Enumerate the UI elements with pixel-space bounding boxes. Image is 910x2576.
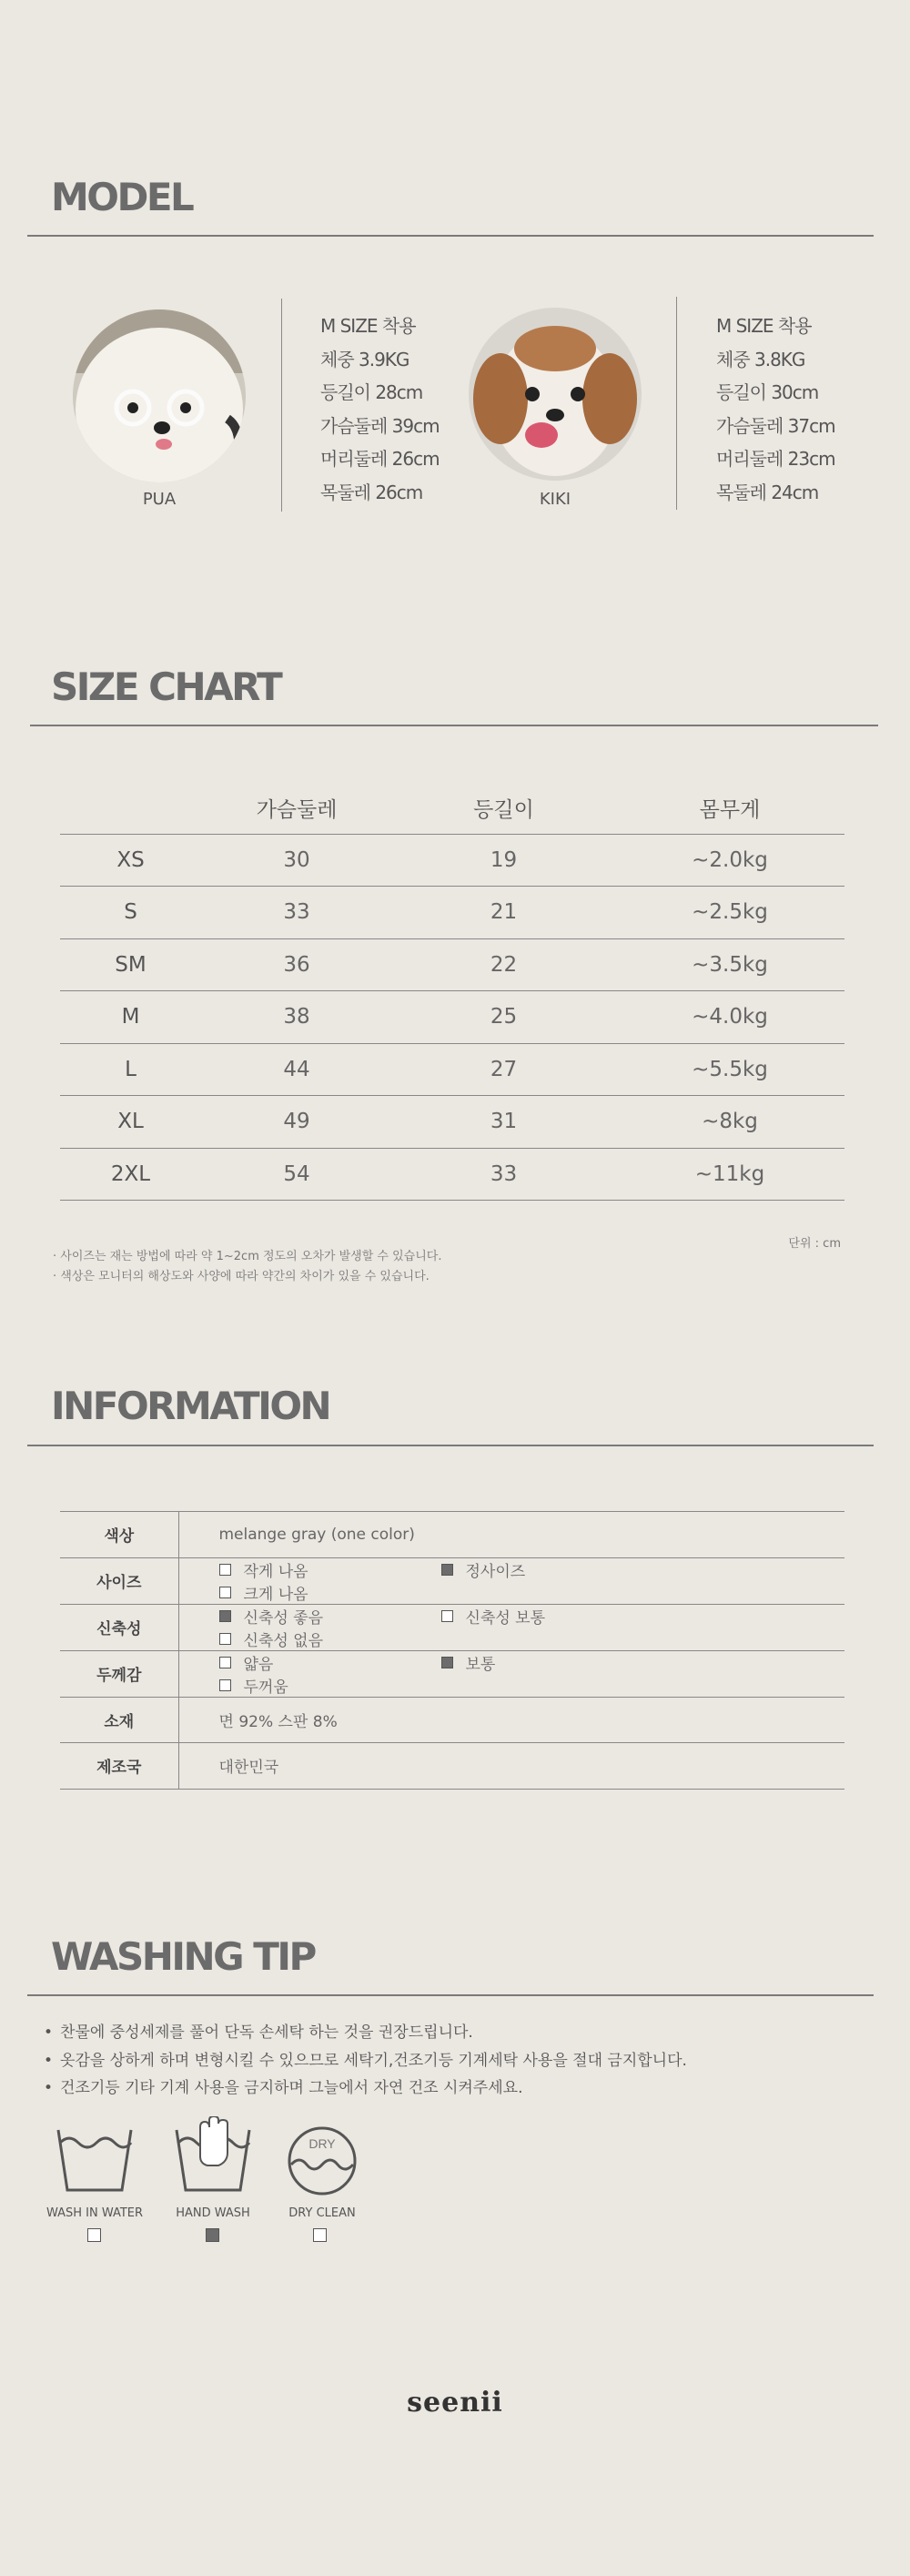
model-divider	[27, 235, 874, 237]
option-medium	[401, 1651, 626, 1674]
checkbox-checked	[219, 1610, 231, 1622]
model-photo-pua	[73, 309, 246, 482]
option-stretch-good	[179, 1605, 401, 1628]
table-cell: ~2.5kg	[615, 887, 844, 939]
option-label: 보통	[465, 1655, 496, 1674]
info-row	[60, 1512, 844, 1558]
header-cell: 등길이	[392, 783, 615, 834]
option-stretch-none	[179, 1628, 401, 1650]
header-cell: 몸무게	[615, 783, 844, 834]
model-name-kiki: KIKI	[539, 490, 571, 509]
table-cell: 49	[201, 1096, 392, 1149]
size-label: L	[60, 1043, 201, 1096]
size-note: · 색상은 모니터의 해상도와 사양에 따라 약간의 차이가 있을 수 있습니다.	[53, 1270, 430, 1283]
size-label: XS	[60, 834, 201, 887]
list-item: • 찬물에 중성세제를 풀어 단독 손세탁 하는 것을 권장드립니다.	[44, 2019, 687, 2047]
checkbox-unchecked	[219, 1679, 231, 1691]
table-cell: 36	[201, 938, 392, 991]
spec-line: 머리둘레 23cm	[716, 448, 835, 470]
model-specs-pua	[320, 309, 440, 509]
checkbox-unchecked	[219, 1657, 231, 1668]
info-key: 색상	[60, 1512, 178, 1558]
info-value: 대한민국	[178, 1743, 844, 1790]
info-row	[60, 1743, 844, 1790]
table-row	[60, 834, 844, 887]
option-label: 신축성 없음	[243, 1631, 324, 1650]
spec-line: 머리둘레 26cm	[320, 448, 440, 470]
model-specs-kiki	[716, 309, 835, 509]
info-key: 신축성	[60, 1604, 178, 1650]
table-row	[60, 1043, 844, 1096]
table-cell: ~8kg	[615, 1096, 844, 1149]
table-row	[60, 887, 844, 939]
information-table	[60, 1511, 844, 1790]
info-value: melange gray (one color)	[178, 1512, 844, 1558]
list-item: • 옷감을 상하게 하며 변형시킬 수 있으므로 세탁기,건조기등 기계세탁 사용을 절대 금지합니다.	[44, 2047, 687, 2075]
list-item: • 건조기등 기타 기계 사용을 금지하며 그늘에서 자연 건조 시켜주세요.	[44, 2074, 687, 2103]
checkbox-checked	[206, 2228, 219, 2242]
table-cell: ~5.5kg	[615, 1043, 844, 1096]
information-title: INFORMATION	[51, 1384, 330, 1428]
option-small	[179, 1558, 401, 1581]
washing-tip-title: WASHING TIP	[51, 1934, 315, 1979]
table-row	[60, 1096, 844, 1149]
table-cell: 44	[201, 1043, 392, 1096]
size-chart-table	[60, 783, 844, 1201]
option-thick	[179, 1674, 401, 1697]
table-cell: 22	[392, 938, 615, 991]
info-options	[178, 1557, 844, 1604]
info-key: 제조국	[60, 1743, 178, 1790]
washing-divider	[27, 1994, 874, 1996]
model-title: MODEL	[51, 175, 193, 219]
option-thin	[179, 1651, 401, 1674]
info-row	[60, 1650, 844, 1697]
checkbox-unchecked	[87, 2228, 101, 2242]
spec-line: M SIZE 착용	[716, 315, 812, 337]
table-row	[60, 938, 844, 991]
info-options	[178, 1650, 844, 1697]
spec-line: M SIZE 착용	[320, 315, 416, 337]
spec-line: 체중 3.9KG	[320, 348, 410, 370]
info-key: 소재	[60, 1697, 178, 1743]
info-row	[60, 1557, 844, 1604]
wash-label: WASH IN WATER	[46, 2206, 144, 2220]
table-cell: 33	[201, 887, 392, 939]
checkbox-unchecked	[441, 1610, 453, 1622]
brand-logo: seenii	[407, 2387, 503, 2419]
info-row	[60, 1697, 844, 1743]
option-label: 크게 나옴	[243, 1585, 308, 1604]
wash-label: HAND WASH	[176, 2206, 250, 2220]
wash-label: DRY CLEAN	[288, 2206, 356, 2220]
spec-line: 체중 3.8KG	[716, 348, 805, 370]
spec-line: 가슴둘레 39cm	[320, 414, 440, 437]
checkbox-unchecked	[219, 1587, 231, 1598]
model-name-pua: PUA	[142, 490, 177, 509]
info-row	[60, 1604, 844, 1650]
size-label: SM	[60, 938, 201, 991]
spec-line: 등길이 28cm	[320, 381, 423, 403]
size-label: M	[60, 991, 201, 1044]
spec-line: 목둘레 26cm	[320, 481, 423, 503]
option-label: 신축성 보통	[465, 1608, 546, 1628]
hand-wash-icon	[173, 2116, 253, 2198]
option-large	[179, 1581, 401, 1604]
table-cell: 27	[392, 1043, 615, 1096]
model-separator	[281, 299, 282, 512]
size-note: · 사이즈는 재는 방법에 따라 약 1~2cm 정도의 오차가 발생할 수 있습니다.	[53, 1250, 442, 1263]
size-chart-title: SIZE CHART	[51, 664, 281, 709]
option-stretch-normal	[401, 1605, 626, 1628]
unit-label: 단위 : cm	[788, 1237, 841, 1251]
option-label: 신축성 좋음	[243, 1608, 324, 1628]
dry-icon-text: DRY	[308, 2136, 336, 2151]
table-cell: 31	[392, 1096, 615, 1149]
checkbox-unchecked	[219, 1633, 231, 1645]
checkbox-checked	[441, 1657, 453, 1668]
header-cell: 가슴둘레	[201, 783, 392, 834]
spec-line: 등길이 30cm	[716, 381, 819, 403]
table-cell: ~4.0kg	[615, 991, 844, 1044]
spec-line: 목둘레 24cm	[716, 481, 819, 503]
table-header-row	[60, 783, 844, 834]
table-row	[60, 1148, 844, 1201]
table-cell: ~3.5kg	[615, 938, 844, 991]
info-key: 사이즈	[60, 1557, 178, 1604]
table-cell: 38	[201, 991, 392, 1044]
spec-line: 가슴둘레 37cm	[716, 414, 835, 437]
information-divider	[27, 1445, 874, 1446]
table-row	[60, 991, 844, 1044]
info-options	[178, 1604, 844, 1650]
size-label: 2XL	[60, 1148, 201, 1201]
table-cell: 21	[392, 887, 615, 939]
option-label: 얇음	[243, 1655, 274, 1674]
size-label: XL	[60, 1096, 201, 1149]
checkbox-checked	[441, 1564, 453, 1576]
info-value: 면 92% 스판 8%	[178, 1697, 844, 1743]
size-label: S	[60, 887, 201, 939]
table-cell: ~11kg	[615, 1148, 844, 1201]
table-cell: 54	[201, 1148, 392, 1201]
table-cell: 33	[392, 1148, 615, 1201]
size-chart-divider	[30, 725, 878, 726]
option-label: 정사이즈	[465, 1562, 526, 1581]
washing-tips-list	[44, 2019, 687, 2103]
table-cell: 25	[392, 991, 615, 1044]
table-cell: 30	[201, 834, 392, 887]
table-cell: ~2.0kg	[615, 834, 844, 887]
option-regular	[401, 1558, 626, 1581]
option-label: 작게 나옴	[243, 1562, 308, 1581]
checkbox-unchecked	[219, 1564, 231, 1576]
table-cell: 19	[392, 834, 615, 887]
option-label: 두꺼움	[243, 1678, 288, 1697]
header-cell	[60, 783, 201, 834]
checkbox-unchecked	[313, 2228, 327, 2242]
model-separator	[676, 297, 677, 510]
model-photo-kiki	[469, 308, 642, 481]
wash-in-water-icon	[55, 2125, 135, 2197]
dry-clean-icon	[286, 2125, 359, 2197]
info-key: 두께감	[60, 1650, 178, 1697]
